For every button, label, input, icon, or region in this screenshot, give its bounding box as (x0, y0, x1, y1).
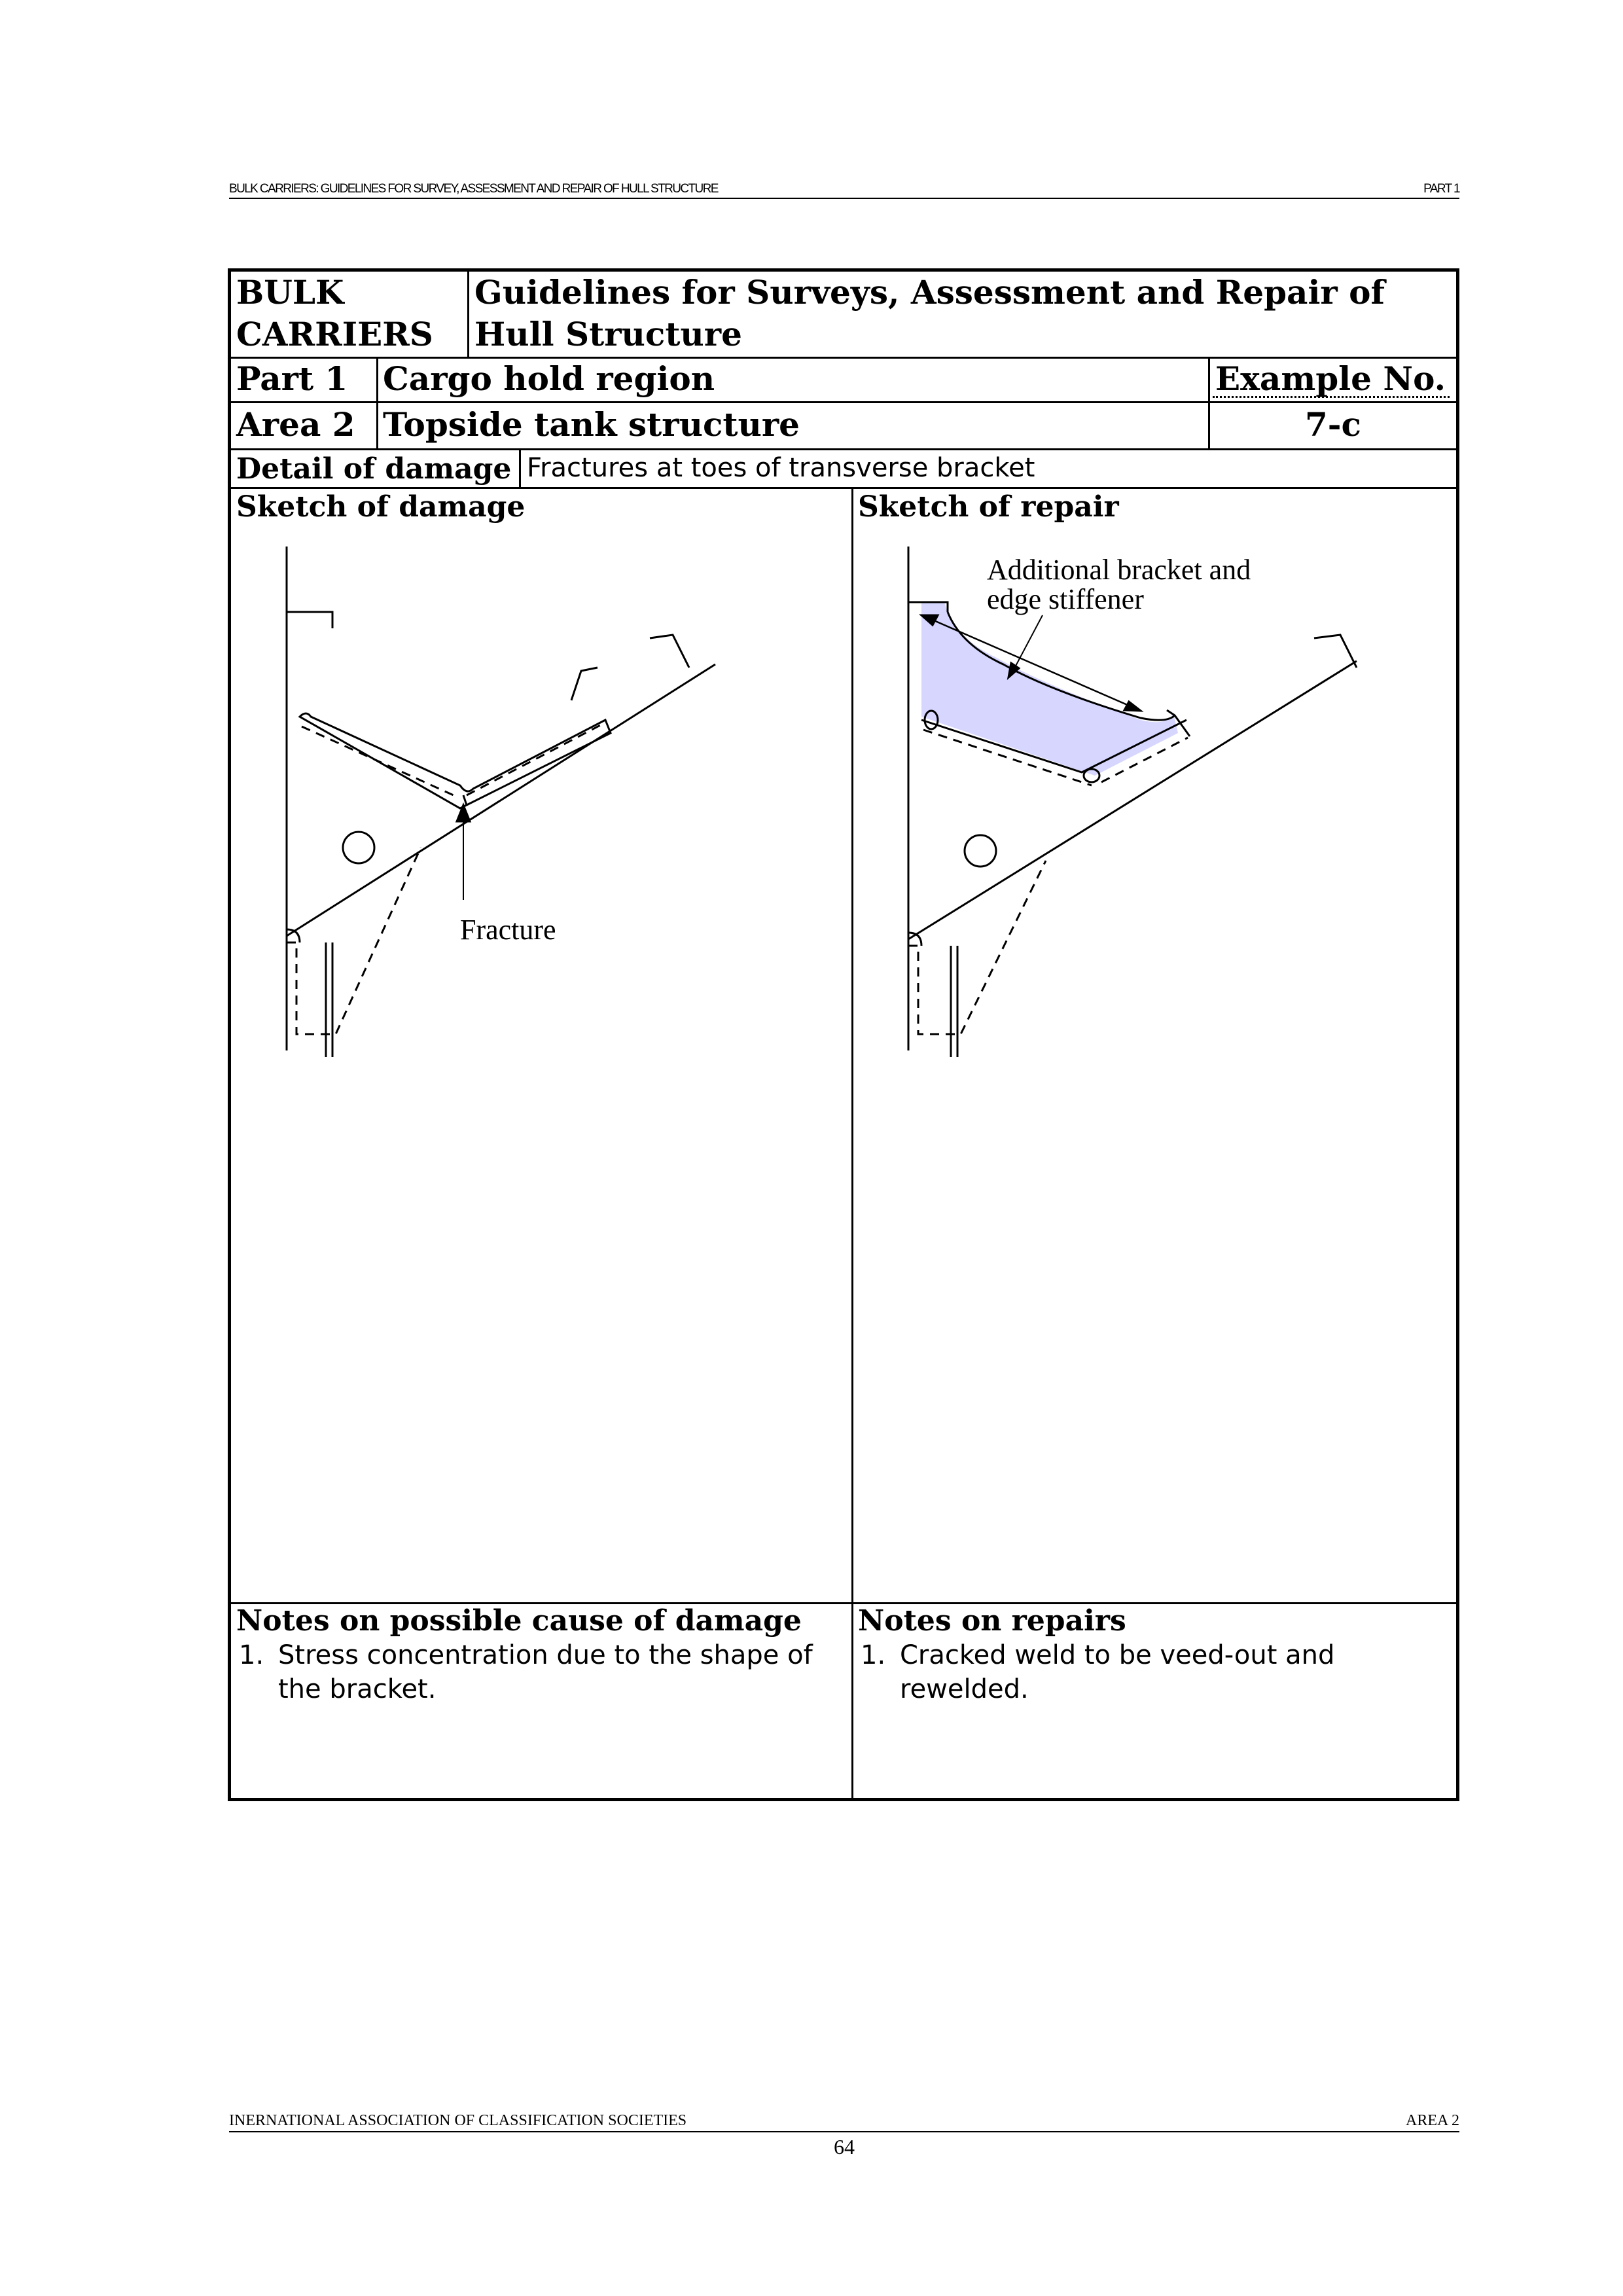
title-line-1: Guidelines for Surveys, Assessment and Repair of (474, 273, 1385, 312)
damage-sketch (270, 547, 859, 1136)
part-label: Part 1 (236, 359, 348, 398)
scallop (908, 933, 921, 946)
detail-label: Detail of damage (236, 452, 512, 486)
area-label: Area 2 (236, 405, 355, 444)
scallop (287, 929, 300, 942)
rule-v-title (467, 272, 469, 357)
dimension-arrowhead-right (1124, 702, 1141, 711)
header-title: BULK CARRIERS: GUIDELINES FOR SURVEY, ASSESSMENT AND REPAIR OF HULL STRUCTURE (229, 182, 718, 196)
repair-note-line-2: rewelded. (900, 1674, 1029, 1704)
page-number: 64 (834, 2135, 855, 2159)
repair-note-item (858, 1638, 1447, 1706)
repair-sketch (892, 547, 1455, 1136)
lightening-hole (965, 835, 996, 867)
repair-label-line-2: edge stiffener (987, 583, 1144, 615)
repair-note-line-1: Cracked weld to be veed-out and (900, 1640, 1335, 1670)
lower-bracket-dashed (287, 848, 421, 1034)
footer-organisation: INERNATIONAL ASSOCIATION OF CLASSIFICATION SOCIETIES (229, 2112, 687, 2129)
cause-notes-list (236, 1638, 845, 1706)
header-part: PART 1 (1423, 182, 1459, 196)
rule-v-detail (519, 448, 521, 487)
part-value: Cargo hold region (383, 359, 715, 398)
lower-stiffener (326, 942, 332, 1057)
example-label: Example No. (1215, 359, 1446, 398)
longitudinal-profile (287, 612, 332, 628)
example-dotted-rule (1213, 396, 1450, 398)
cause-notes (236, 1604, 845, 1706)
sloping-plate-line (287, 664, 715, 936)
lower-bracket-dashed (908, 861, 1046, 1034)
title-line-2: Hull Structure (474, 315, 742, 353)
lower-stiffener (951, 946, 957, 1057)
cause-note-item (236, 1638, 845, 1706)
repair-sketch-heading: Sketch of repair (858, 490, 1119, 524)
org-name (236, 272, 433, 355)
footer-area: AREA 2 (1405, 2112, 1459, 2129)
cause-notes-heading: Notes on possible cause of damage (236, 1604, 802, 1638)
repair-note-number: 1. (861, 1640, 886, 1670)
repair-bracket-highlight (921, 602, 1178, 776)
repair-label-line-1: Additional bracket and (987, 554, 1251, 586)
fracture-label: Fracture (460, 914, 556, 946)
running-header (229, 181, 1459, 199)
rule-part (231, 401, 1456, 403)
cause-note-number: 1. (239, 1640, 264, 1670)
upper-profile (650, 635, 689, 668)
rule-v-part (376, 357, 378, 448)
damage-sketch-heading: Sketch of damage (236, 490, 526, 524)
example-sheet-table (228, 268, 1459, 1801)
cause-note-line-2: the bracket. (278, 1674, 437, 1704)
org-line-1: BULK (236, 273, 344, 312)
detail-value: Fractures at toes of transverse bracket (527, 453, 1035, 483)
repair-notes (858, 1604, 1447, 1706)
org-line-2: CARRIERS (236, 315, 433, 353)
bracket-toe-profile (571, 668, 597, 700)
label-leader (1013, 615, 1043, 671)
rule-area (231, 448, 1456, 450)
rule-detail (231, 487, 1456, 489)
upper-profile (1314, 635, 1357, 668)
example-number: 7-c (1305, 405, 1361, 444)
area-value: Topside tank structure (383, 405, 800, 444)
running-footer (229, 2111, 1459, 2132)
cause-note-line-1: Stress concentration due to the shape of (278, 1640, 813, 1670)
fracture-mark (463, 795, 467, 805)
lightening-hole (343, 832, 374, 863)
document-title (474, 272, 1385, 355)
repair-notes-list (858, 1638, 1447, 1706)
repair-notes-heading: Notes on repairs (858, 1604, 1126, 1638)
